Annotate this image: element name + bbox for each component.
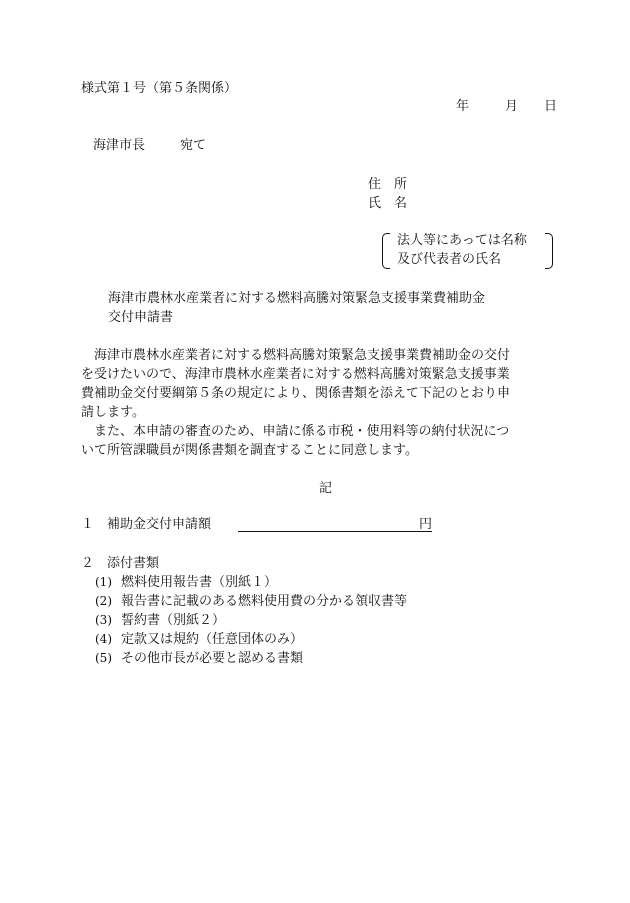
list-item-number: (1): [95, 575, 112, 589]
addressee-suffix: 宛て: [180, 138, 207, 153]
name-label: 氏 名: [368, 196, 408, 211]
list-item-text: 定款又は規約（任意団体のみ）: [121, 632, 304, 647]
amount-field[interactable]: [238, 517, 432, 532]
addressee-name: 海津市長: [93, 138, 146, 153]
date-year: 年: [456, 99, 470, 114]
title-line2: 交付申請書: [108, 310, 174, 325]
ki-heading: 記: [319, 481, 333, 496]
item1-label: 補助金交付申請額: [107, 517, 212, 532]
list-item-text: その他市長が必要と認める書類: [121, 651, 304, 666]
body-line: 海津市農林水産業者に対する燃料高騰対策緊急支援事業費補助金の交付: [94, 348, 511, 363]
title-line1: 海津市農林水産業者に対する燃料高騰対策緊急支援事業費補助金: [108, 291, 486, 306]
body-line: 請します。: [81, 405, 145, 420]
list-item-text: 誓約書（別紙２）: [121, 613, 226, 628]
item1-number: １: [81, 517, 95, 532]
item1-unit: 円: [419, 517, 433, 532]
note-bracket-right: [545, 233, 553, 269]
list-item-number: (5): [95, 651, 112, 665]
note-bracket-left: [382, 233, 390, 269]
item2-label: 添付書類: [107, 556, 160, 571]
form-number: 様式第１号（第５条関係）: [81, 81, 238, 96]
body-line: また、本申請の審査のため、申請に係る市税・使用料等の納付状況につ: [94, 424, 510, 439]
list-item-number: (4): [95, 632, 112, 646]
list-item-number: (3): [95, 613, 112, 627]
body-line: いて所管課職員が関係書類を調査することに同意します。: [81, 443, 418, 458]
list-item-text: 燃料使用報告書（別紙１）: [121, 575, 278, 590]
list-item-number: (2): [95, 594, 112, 608]
applicant-note-line2: 及び代表者の氏名: [397, 252, 502, 267]
item2-number: ２: [81, 556, 95, 571]
body-line: 費補助金交付要綱第５条の規定により、関係書類を添えて下記のとおり申: [81, 386, 511, 401]
list-item-text: 報告書に記載のある燃料使用費の分かる領収書等: [121, 594, 408, 609]
applicant-note-line1: 法人等にあっては名称: [397, 233, 527, 248]
date-month: 月: [505, 99, 519, 114]
address-label: 住 所: [368, 177, 408, 192]
date-day: 日: [544, 99, 558, 114]
body-line: を受けたいので、海津市農林水産業者に対する燃料高騰対策緊急支援事業: [81, 367, 510, 382]
